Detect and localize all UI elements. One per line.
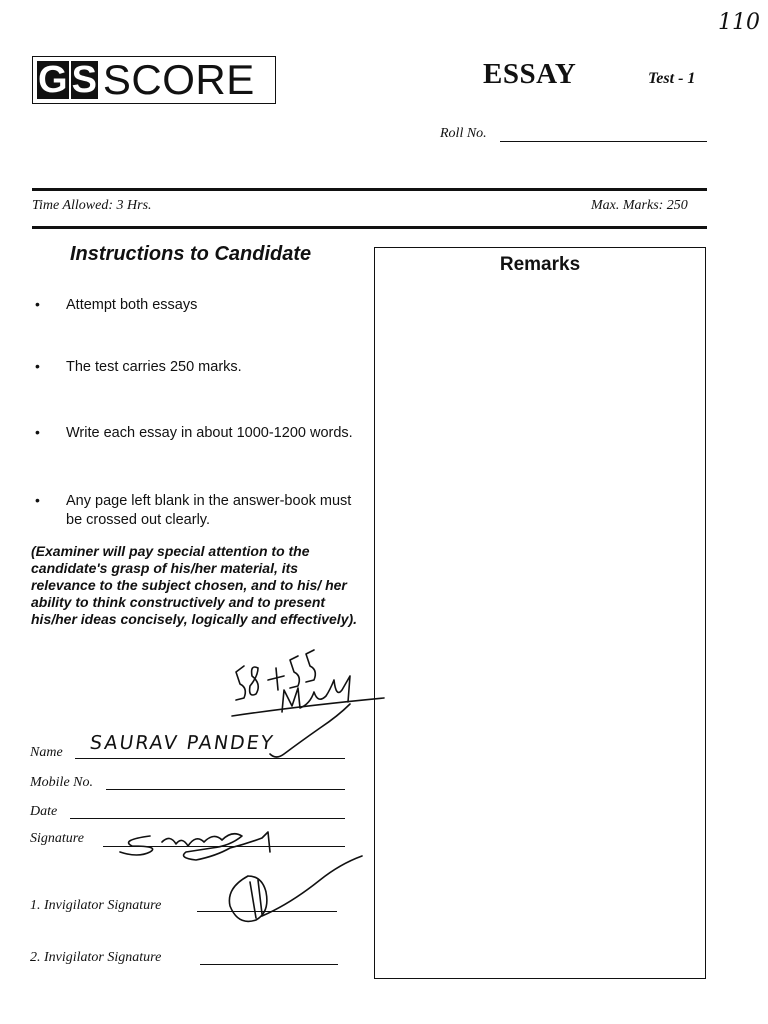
pen-stroke <box>232 698 384 716</box>
instruction-item: The test carries 250 marks. <box>66 359 242 375</box>
time-allowed: Time Allowed: 3 Hrs. <box>32 198 152 213</box>
bullet-icon: • <box>35 296 40 312</box>
invigilator-1-label: 1. Invigilator Signature <box>30 898 162 913</box>
logo-letter-g: G <box>38 59 68 101</box>
instruction-item: Write each essay in about 1000-1200 words. <box>66 425 353 441</box>
invigilator-2-label: 2. Invigilator Signature <box>30 950 162 965</box>
grader-initials <box>282 676 350 712</box>
instruction-item: Any page left blank in the answer-book must be crossed out clearly. <box>66 493 352 528</box>
max-marks: Max. Marks: 250 <box>591 198 688 213</box>
bullet-icon: • <box>35 424 40 440</box>
mobile-label: Mobile No. <box>30 775 93 790</box>
page-title: ESSAY <box>483 58 577 90</box>
logo-letter-s: S <box>71 59 97 101</box>
bullet-icon: • <box>35 492 40 508</box>
name-value: SAURAV PANDEY <box>88 732 276 754</box>
remarks-heading: Remarks <box>499 254 581 275</box>
logo-score-text: SCORE <box>102 56 255 103</box>
instruction-item: Attempt both essays <box>66 297 198 313</box>
name-label: Name <box>30 745 63 760</box>
roll-no-label: Roll No. <box>440 126 487 141</box>
date-label: Date <box>30 804 58 819</box>
candidate-signature <box>120 832 270 860</box>
bullet-icon: • <box>35 358 40 374</box>
signature-label: Signature <box>30 831 84 846</box>
corner-handwritten-note: 110 <box>718 10 760 35</box>
examiner-note: (Examiner will pay special attention to the candidate's grasp of his/her material, its relevance to the subject chosen, and to his/ her ability to think constructively and to present his/her ideas concisely, logically and effectively). <box>31 543 358 627</box>
test-label: Test - 1 <box>648 70 696 87</box>
instructions-heading: Instructions to Candidate <box>70 243 312 265</box>
invigilator-1-signature <box>229 856 362 921</box>
handwritten-score <box>236 650 315 700</box>
